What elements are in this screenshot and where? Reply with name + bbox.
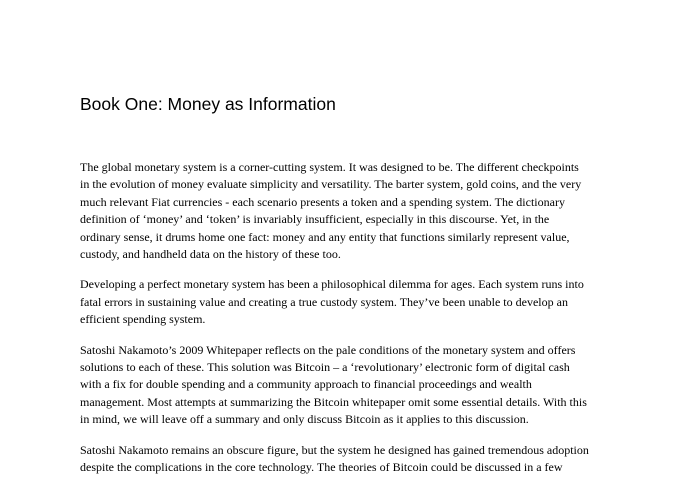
text-line: solutions to each of these. This solution was Bitcoin – a ‘revolutionary’ electronic form of digital cash xyxy=(80,360,570,375)
paragraph-2 xyxy=(80,276,610,328)
text-line: in mind, we will leave off a summary and only discuss Bitcoin as it applies to this discussion. xyxy=(80,412,529,427)
text-line: Developing a perfect monetary system has been a philosophical dilemma for ages. Each system runs into xyxy=(80,277,584,292)
text-line: The global monetary system is a corner-cutting system. It was designed to be. The different checkpoints xyxy=(80,160,579,174)
text-line: efficient spending system. xyxy=(80,312,206,327)
paragraph-3 xyxy=(80,342,610,429)
paragraph-4 xyxy=(80,442,610,477)
paragraph-1 xyxy=(80,159,610,263)
text-line: fatal errors in sustaining value and creating a true custody system. They’ve been unable to develop an xyxy=(80,294,568,309)
text-line: management. Most attempts at summarizing the Bitcoin whitepaper omit some essential details. With this xyxy=(80,394,587,409)
text-line: Satoshi Nakamoto remains an obscure figure, but the system he designed has gained tremendous adoption xyxy=(80,442,589,457)
text-line: custody, and handheld data on the history of these too. xyxy=(80,247,341,262)
text-line: ordinary sense, it drums home one fact: money and any entity that functions similarly represent value, xyxy=(80,229,570,244)
text-line: in the evolution of money evaluate simplicity and versatility. The barter system, gold coins, and the very xyxy=(80,177,582,192)
text-line: Satoshi Nakamoto’s 2009 Whitepaper reflects on the pale conditions of the monetary system and offers xyxy=(80,342,576,357)
document-body xyxy=(80,159,610,490)
text-line: definition of ‘money’ and ‘token’ is invariably insufficient, especially in this discourse. Yet, in the xyxy=(80,212,550,227)
page-title: Book One: Money as Information xyxy=(80,94,336,114)
text-line: with a fix for double spending and a community approach to financial proceedings and wealth xyxy=(80,377,532,392)
text-line: despite the complications in the core technology. The theories of Bitcoin could be discussed in a few xyxy=(80,460,563,475)
text-line: much relevant Fiat currencies - each scenario presents a token and a spending system. The dictionary xyxy=(80,194,565,209)
